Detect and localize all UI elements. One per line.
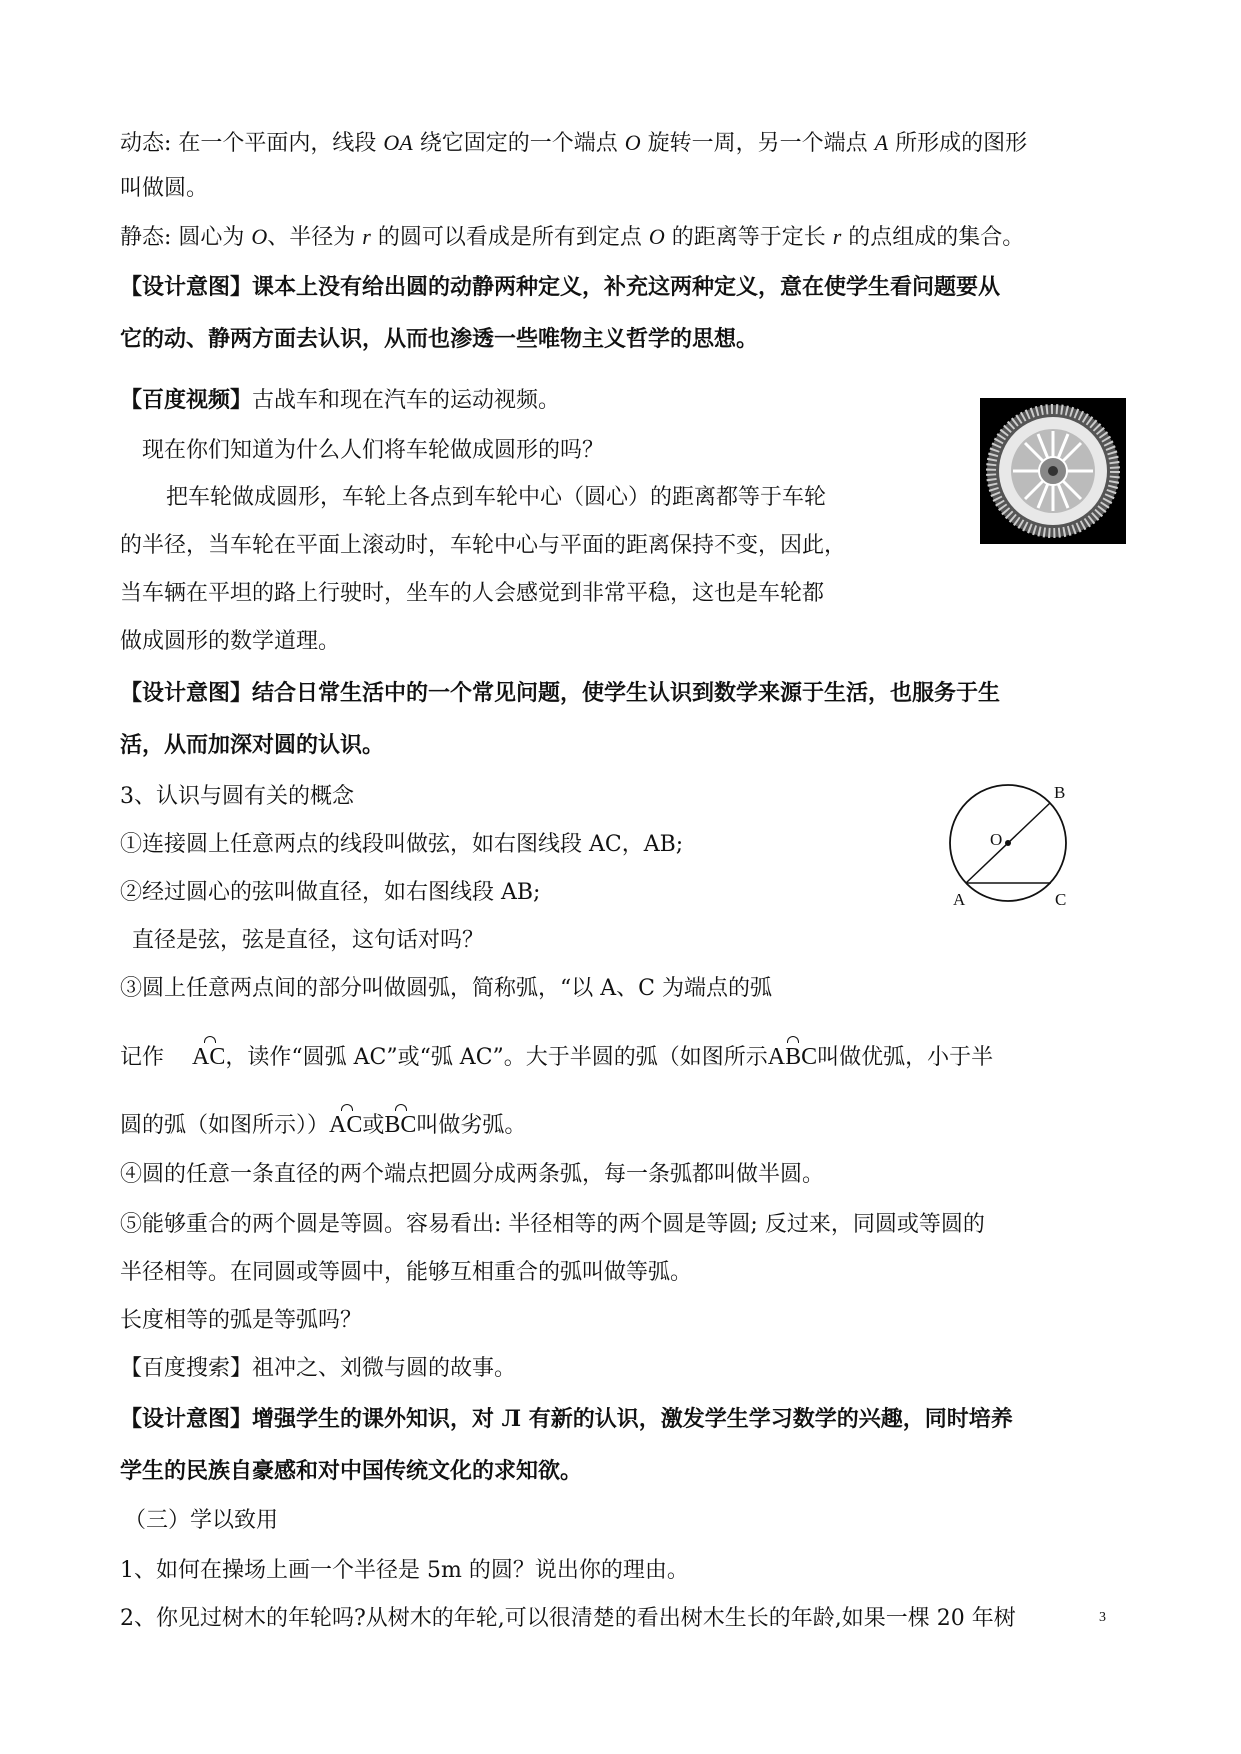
baidu-video-tag: 【百度视频】 <box>120 387 253 413</box>
exercise-1: 1、如何在操场上画一个半径是 5m 的圆？说出你的理由。 <box>120 1558 689 1583</box>
text: 绕它固定的一个端点 <box>412 131 625 156</box>
text: 、半径为 <box>267 225 363 250</box>
text: ③圆上任意两点间的部分叫做圆弧，简称弧，“以 A、C 为端点的弧 <box>120 976 772 1001</box>
concept-diameter: ②经过圆心的弦叫做直径，如右图线段 AB; <box>120 880 541 905</box>
section-heading: 3、认识与圆有关的概念 <box>120 784 354 809</box>
question-equal-arc: 长度相等的弧是等弧吗？ <box>120 1308 363 1333</box>
text: ，读作“圆弧 AC”或“弧 AC”。大于半圆的弧（如图所示 <box>225 1045 768 1070</box>
math-o: O <box>251 224 268 249</box>
exercise-2: 2、你见过树木的年轮吗?从树木的年轮,可以很清楚的看出树木生长的年龄,如果一棵 20 年树 <box>120 1606 1016 1631</box>
concept-chord: ①连接圆上任意两点的线段叫做弦，如右图线段 AC，AB; <box>120 832 684 857</box>
design-intent-2-cont: 活，从而加深对圆的认识。 <box>120 732 385 758</box>
para-wheel-cont: 当车辆在平坦的路上行驶时，坐车的人会感觉到非常平稳，这也是车轮都 <box>120 581 825 606</box>
concept-arc <box>120 974 772 1004</box>
text: 的圆可以看成是所有到定点 <box>370 225 649 250</box>
text: 古战车和现在汽车的运动视频。 <box>252 388 561 413</box>
text: 圆的弧（如图所示）） <box>120 1113 330 1138</box>
baidu-search-line: 【百度搜索】祖冲之、刘微与圆的故事。 <box>120 1356 517 1381</box>
para-dynamic-definition-cont: 叫做圆。 <box>120 176 209 201</box>
center-point <box>1005 840 1011 846</box>
text: 所形成的图形 <box>888 131 1028 156</box>
arc-ac-symbol: AC <box>192 1044 226 1070</box>
para-static-definition <box>120 222 1024 253</box>
math-r: r <box>362 224 371 249</box>
concept-arc-notation <box>120 1042 993 1073</box>
arc-bc-symbol: BC <box>384 1112 417 1138</box>
circle-diagram <box>948 778 1098 918</box>
text: 的距离等于定长 <box>664 225 833 250</box>
design-intent-3: 【设计意图】增强学生的课外知识，对 Л 有新的认识，激发学生学习数学的兴趣，同时培养 <box>120 1406 1013 1432</box>
text: 记作 <box>120 1045 165 1070</box>
design-intent-2: 【设计意图】结合日常生活中的一个常见问题，使学生认识到数学来源于生活，也服务于生 <box>120 680 1001 706</box>
para-wheel-cont: 做成圆形的数学道理。 <box>120 629 341 654</box>
label-c: C <box>1055 890 1067 909</box>
concept-minor-arc <box>120 1110 526 1141</box>
para-wheel: 把车轮做成圆形，车轮上各点到车轮中心（圆心）的距离都等于车轮 <box>166 485 827 510</box>
wheel-image <box>980 398 1126 544</box>
text: 或 <box>362 1113 385 1138</box>
math-a: A <box>874 130 889 155</box>
design-intent-1: 【设计意图】课本上没有给出圆的动静两种定义，补充这两种定义，意在使学生看问题要从 <box>120 274 1001 300</box>
text: 动态: 在一个平面内，线段 <box>120 131 384 156</box>
arc-ac-symbol: AC <box>329 1112 363 1138</box>
para-wheel-cont: 的半径，当车轮在平面上滚动时，车轮中心与平面的距离保持不变，因此， <box>120 533 847 558</box>
label-a: A <box>953 890 966 909</box>
math-oa: OA <box>383 130 413 155</box>
design-intent-1-cont: 它的动、静两方面去认识，从而也渗透一些唯物主义哲学的思想。 <box>120 326 759 352</box>
para-dynamic-definition <box>120 128 1027 159</box>
page-number: 3 <box>1099 1610 1106 1625</box>
math-r: r <box>832 224 842 249</box>
text: 静态: 圆心为 <box>120 225 252 250</box>
section-heading-apply: （三）学以致用 <box>124 1508 279 1533</box>
label-o: O <box>990 830 1003 849</box>
math-o: O <box>648 224 665 249</box>
question-wheel: 现在你们知道为什么人们将车轮做成圆形的吗？ <box>142 438 605 463</box>
text: 旋转一周，另一个端点 <box>640 131 875 156</box>
math-o: O <box>624 130 641 155</box>
text: 的点组成的集合。 <box>841 225 1025 250</box>
baidu-video-line <box>120 385 560 416</box>
arc-abc-symbol: ABC <box>767 1044 818 1070</box>
text: 叫做优弧，小于半 <box>817 1045 994 1070</box>
concept-equal-circles: ⑤能够重合的两个圆是等圆。容易看出: 半径相等的两个圆是等圆; 反过来，同圆或等圆的 <box>120 1212 985 1237</box>
concept-equal-circles-cont: 半径相等。在同圆或等圆中，能够互相重合的弧叫做等弧。 <box>120 1260 693 1285</box>
label-b: B <box>1054 783 1066 802</box>
text: 叫做劣弧。 <box>416 1113 527 1138</box>
design-intent-3-cont: 学生的民族自豪感和对中国传统文化的求知欲。 <box>120 1458 583 1484</box>
concept-semicircle: ④圆的任意一条直径的两个端点把圆分成两条弧，每一条弧都叫做半圆。 <box>120 1162 825 1187</box>
question-diameter: 直径是弦，弦是直径，这句话对吗？ <box>132 928 485 953</box>
